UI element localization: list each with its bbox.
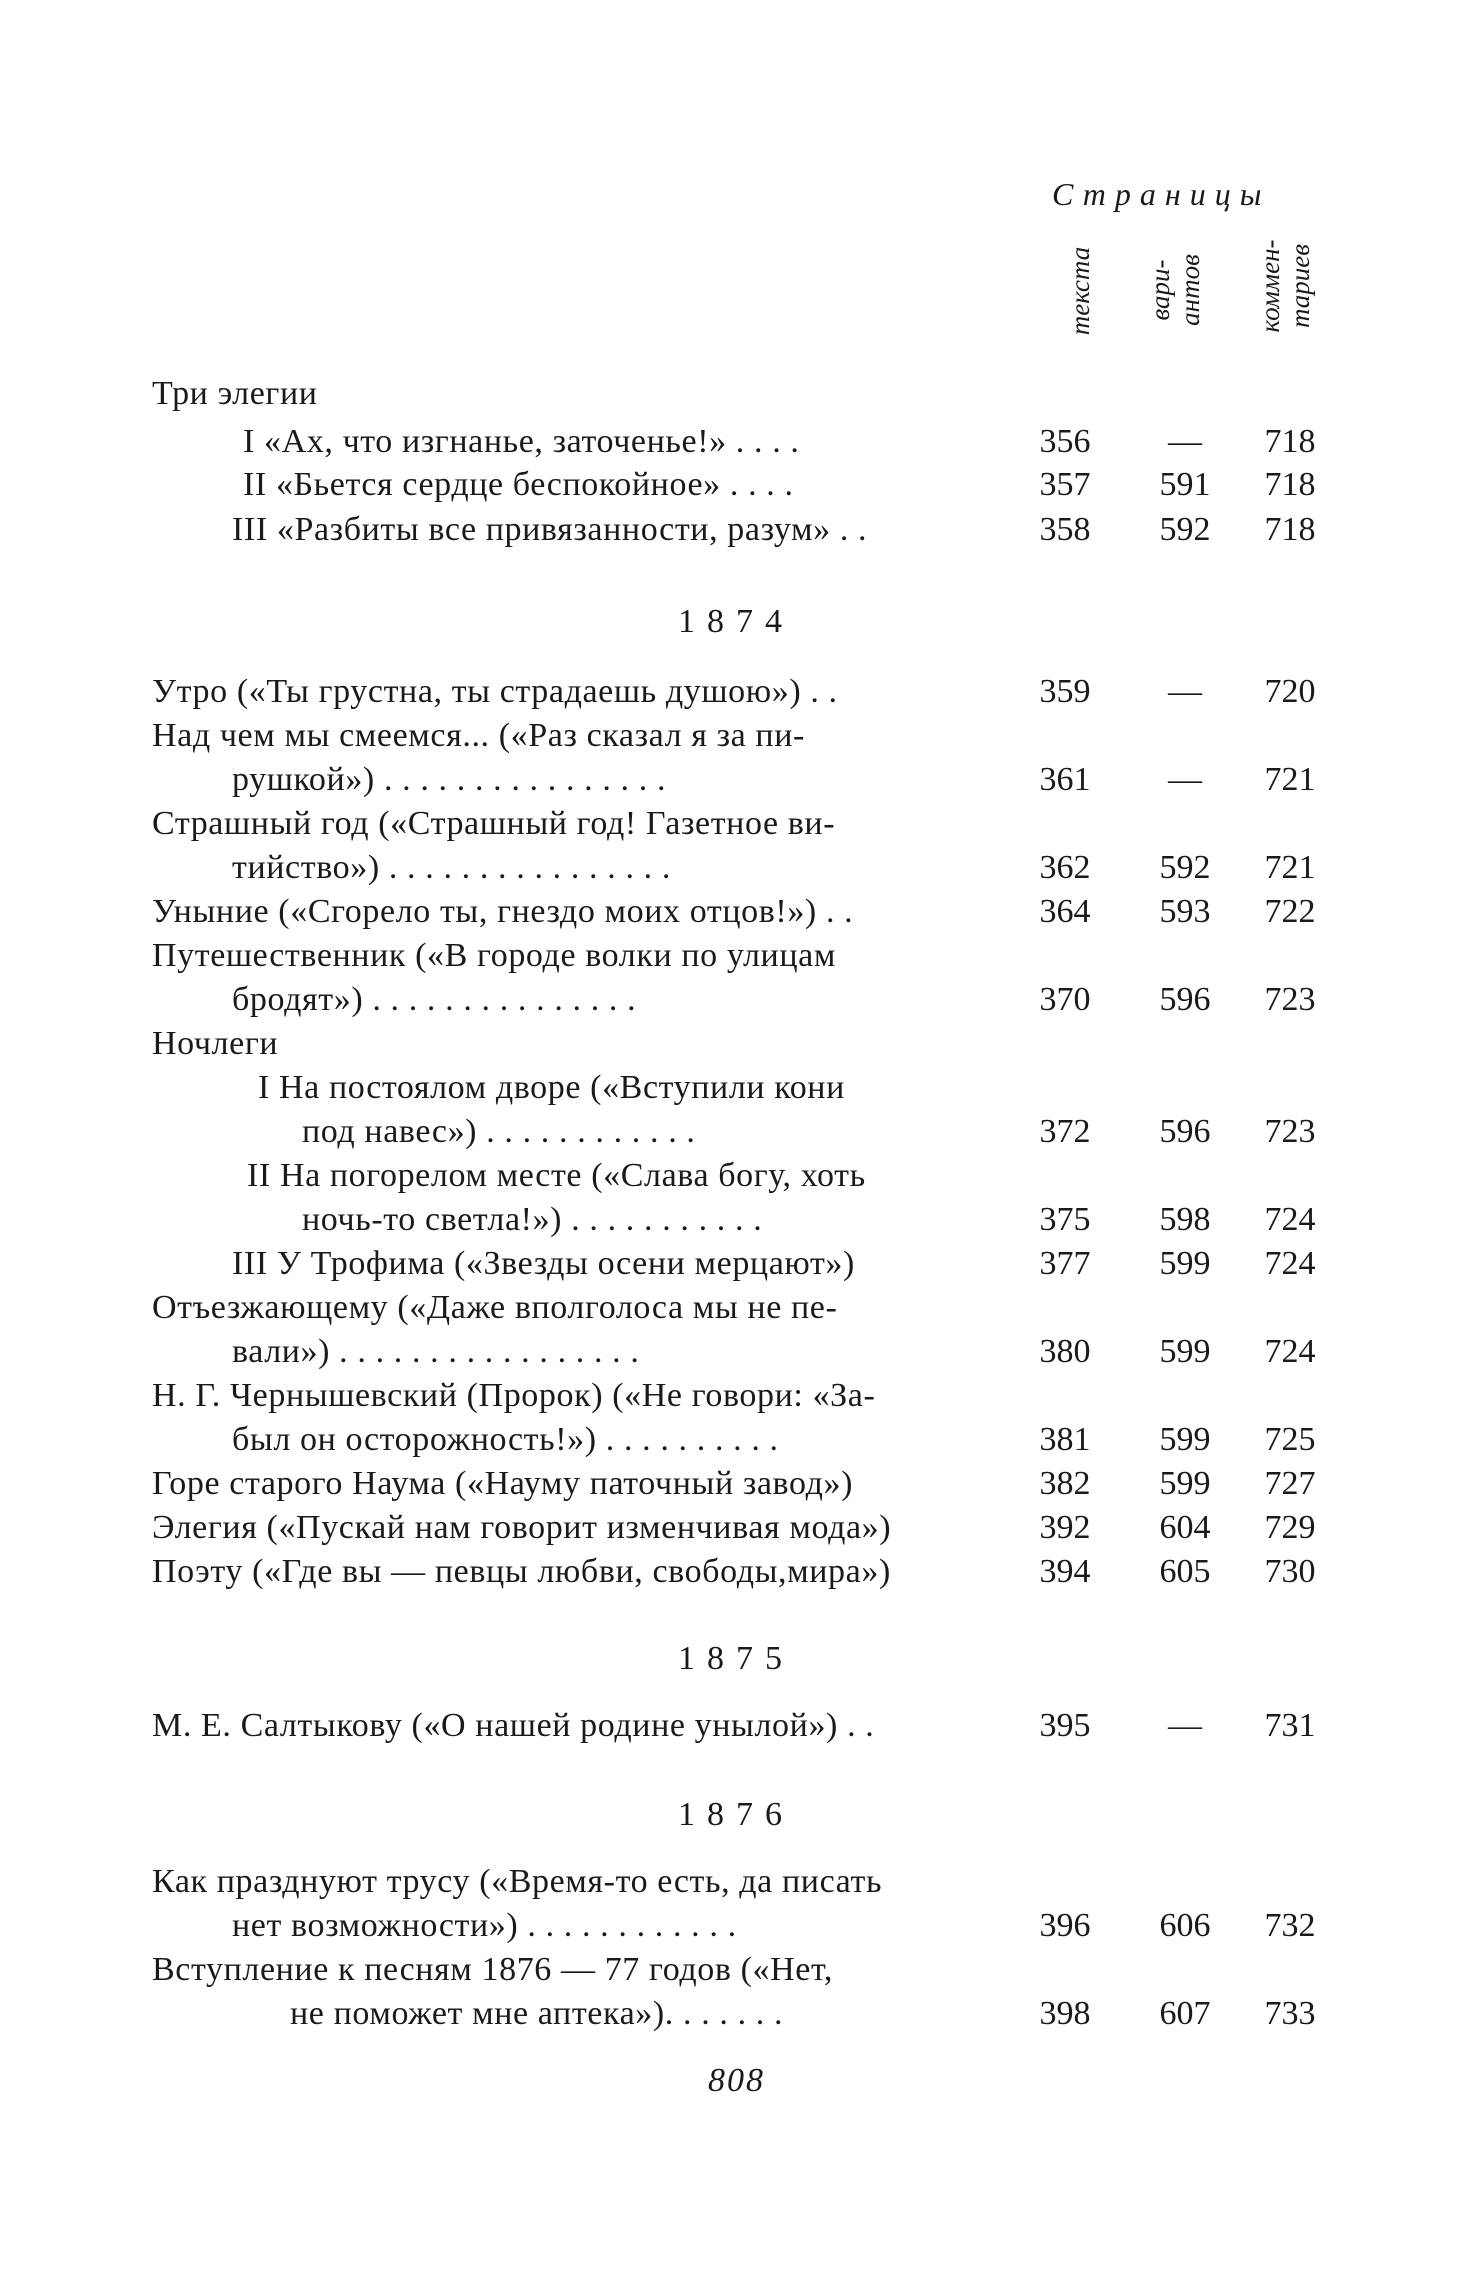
- toc-entry-title-cont: рушкой») . . . . . . . . . . . . . . . .: [232, 761, 667, 798]
- toc-entry-title: Н. Г. Чернышевский (Пророк) («Не говори: «За-: [152, 1377, 876, 1414]
- comments-page: 718: [1264, 511, 1316, 548]
- toc-entry-title-cont: вали») . . . . . . . . . . . . . . . . .: [232, 1333, 640, 1370]
- comments-page: 723: [1264, 981, 1316, 1018]
- variants-page: 598: [1159, 1201, 1211, 1238]
- column-header-comments: [1255, 211, 1315, 361]
- comments-page: 733: [1264, 1995, 1316, 2032]
- toc-entry-title-cont: под навес») . . . . . . . . . . . .: [302, 1113, 696, 1150]
- toc-entry-title-cont: не поможет мне аптека»). . . . . . .: [290, 1995, 784, 2032]
- column-header-variants-line1: вари-: [1145, 259, 1175, 321]
- toc-entry-title: Горе старого Наума («Науму паточный завод»): [152, 1465, 854, 1502]
- toc-entry-title: Над чем мы смеемся... («Раз сказал я за пи-: [152, 717, 805, 754]
- comments-page: 727: [1264, 1465, 1316, 1502]
- comments-page: 725: [1264, 1421, 1316, 1458]
- text-page: 357: [1039, 466, 1091, 503]
- year-heading: 1874: [678, 603, 794, 640]
- text-page: 398: [1039, 1995, 1091, 2032]
- text-page: 370: [1039, 981, 1091, 1018]
- column-header-text: текста: [1065, 246, 1095, 336]
- text-page: 396: [1039, 1907, 1091, 1944]
- year-heading: 1875: [678, 1640, 794, 1677]
- text-page: 362: [1039, 849, 1091, 886]
- year-heading: 1876: [678, 1796, 794, 1833]
- variants-page: —: [1168, 673, 1202, 710]
- comments-page: 724: [1264, 1333, 1316, 1370]
- toc-entry-title: Элегия («Пускай нам говорит изменчивая мода»): [152, 1509, 892, 1546]
- variants-page: 599: [1159, 1245, 1211, 1282]
- variants-page: 599: [1159, 1333, 1211, 1370]
- toc-entry-title: Поэту («Где вы — певцы любви, свободы,мира»): [152, 1553, 891, 1590]
- toc-entry-title: II На погорелом месте («Слава богу, хоть: [247, 1157, 866, 1194]
- text-page: 358: [1039, 511, 1091, 548]
- toc-entry-title-cont: бродят») . . . . . . . . . . . . . . .: [232, 981, 637, 1018]
- toc-entry-title: Утро («Ты грустна, ты страдаешь душою») . .: [152, 673, 838, 710]
- variants-page: 607: [1159, 1995, 1211, 2032]
- column-header-variants: [1145, 225, 1205, 355]
- comments-page: 720: [1264, 673, 1316, 710]
- variants-page: 599: [1159, 1465, 1211, 1502]
- text-page: 361: [1039, 761, 1091, 798]
- variants-page: 593: [1159, 893, 1211, 930]
- comments-page: 718: [1264, 466, 1316, 503]
- text-page: 382: [1039, 1465, 1091, 1502]
- toc-entry-title: Уныние («Сгорело ты, гнездо моих отцов!») . .: [152, 893, 854, 930]
- comments-page: 731: [1264, 1707, 1316, 1744]
- comments-page: 732: [1264, 1907, 1316, 1944]
- toc-entry-title: Отъезжающему («Даже вполголоса мы не пе-: [152, 1289, 838, 1326]
- comments-page: 729: [1264, 1509, 1316, 1546]
- comments-page: 722: [1264, 893, 1316, 930]
- text-page: 372: [1039, 1113, 1091, 1150]
- toc-entry-title: Страшный год («Страшный год! Газетное ви-: [152, 805, 836, 842]
- pages-header: Страницы: [1052, 176, 1271, 212]
- text-page: 377: [1039, 1245, 1091, 1282]
- group-title: Ночлеги: [152, 1025, 279, 1062]
- toc-entry-title-cont: ночь-то светла!») . . . . . . . . . . .: [302, 1201, 763, 1238]
- variants-page: 604: [1159, 1509, 1211, 1546]
- variants-page: 606: [1159, 1907, 1211, 1944]
- text-page: 392: [1039, 1509, 1091, 1546]
- group-title: Три элегии: [152, 375, 318, 412]
- text-page: 356: [1039, 423, 1091, 460]
- variants-page: 596: [1159, 981, 1211, 1018]
- comments-page: 724: [1264, 1245, 1316, 1282]
- comments-page: 721: [1264, 849, 1316, 886]
- text-page: 394: [1039, 1553, 1091, 1590]
- text-page: 375: [1039, 1201, 1091, 1238]
- variants-page: 605: [1159, 1553, 1211, 1590]
- variants-page: 596: [1159, 1113, 1211, 1150]
- toc-entry-title-cont: нет возможности») . . . . . . . . . . . .: [232, 1907, 737, 1944]
- text-page: 381: [1039, 1421, 1091, 1458]
- toc-entry-title: Как празднуют трусу («Время-то есть, да писать: [152, 1863, 883, 1900]
- variants-page: —: [1168, 1707, 1202, 1744]
- toc-entry-title: II «Бьется сердце беспокойное» . . . .: [243, 466, 794, 503]
- text-page: 395: [1039, 1707, 1091, 1744]
- toc-entry-title-cont: тийство») . . . . . . . . . . . . . . . .: [232, 849, 671, 886]
- variants-page: —: [1168, 761, 1202, 798]
- toc-entry-title: М. Е. Салтыкову («О нашей родине унылой») . .: [152, 1707, 875, 1744]
- column-header-variants-line2: антов: [1175, 254, 1205, 326]
- variants-page: 591: [1159, 466, 1211, 503]
- column-header-comments-line2: тариев: [1285, 243, 1315, 329]
- toc-entry-title: III «Разбиты все привязанности, разум» . .: [232, 511, 868, 548]
- variants-page: —: [1168, 423, 1202, 460]
- toc-entry-title-cont: был он осторожность!») . . . . . . . . . .: [232, 1421, 779, 1458]
- toc-entry-title: Вступление к песням 1876 — 77 годов («Нет,: [152, 1951, 833, 1988]
- text-page: 359: [1039, 673, 1091, 710]
- comments-page: 721: [1264, 761, 1316, 798]
- variants-page: 592: [1159, 849, 1211, 886]
- text-page: 380: [1039, 1333, 1091, 1370]
- page-number: 808: [708, 2062, 765, 2099]
- comments-page: 724: [1264, 1201, 1316, 1238]
- toc-entry-title: I На постоялом дворе («Вступили кони: [258, 1069, 845, 1106]
- variants-page: 599: [1159, 1421, 1211, 1458]
- toc-entry-title: I «Ах, что изгнанье, заточенье!» . . . .: [243, 423, 800, 460]
- variants-page: 592: [1159, 511, 1211, 548]
- comments-page: 730: [1264, 1553, 1316, 1590]
- column-header-comments-line1: коммен-: [1255, 239, 1285, 333]
- toc-entry-title: Путешественник («В городе волки по улицам: [152, 937, 836, 974]
- comments-page: 718: [1264, 423, 1316, 460]
- comments-page: 723: [1264, 1113, 1316, 1150]
- text-page: 364: [1039, 893, 1091, 930]
- toc-entry-title: III У Трофима («Звезды осени мерцают»): [232, 1245, 855, 1282]
